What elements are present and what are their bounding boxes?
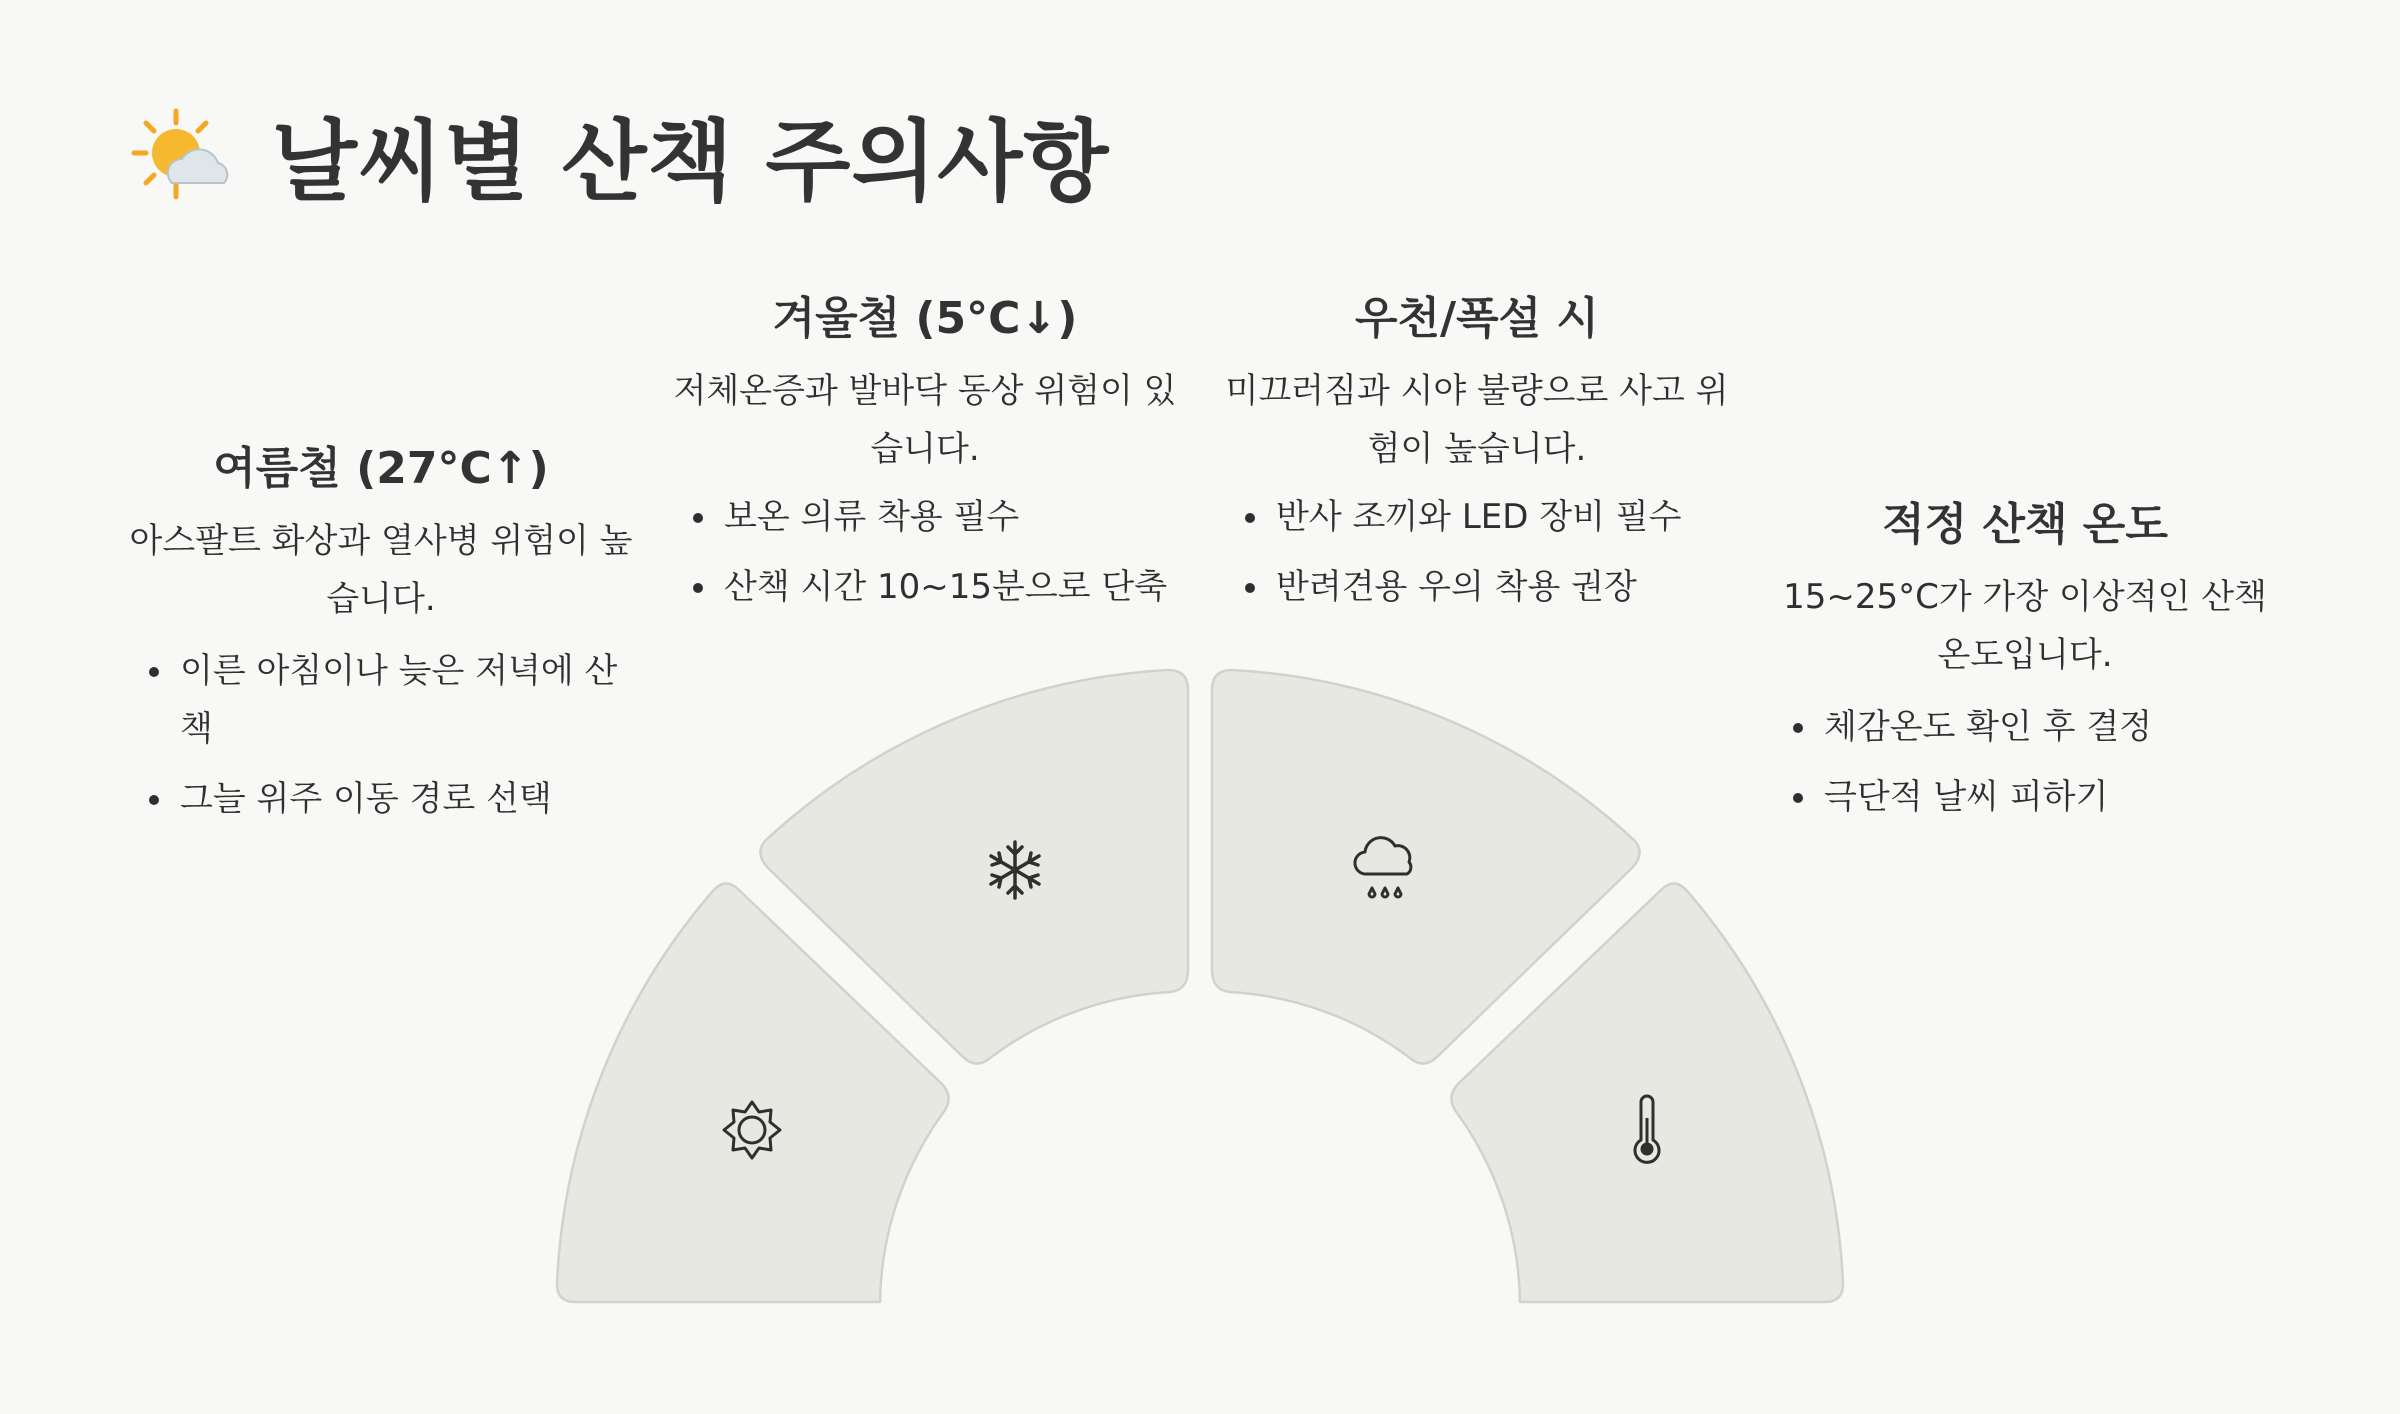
section-description: 저체온증과 발바닥 동상 위험이 있습니다.: [673, 371, 1177, 469]
list-item: • 산책 시간 10~15분으로 단축: [720, 558, 1178, 616]
list-item: • 그늘 위주 이동 경로 선택: [176, 770, 634, 828]
list-item: • 반려견용 우의 착용 권장: [1272, 558, 1730, 616]
section-description: 미끄러짐과 시야 불량으로 사고 위험이 높습니다.: [1225, 371, 1729, 469]
list-item: • 극단적 날씨 피하기: [1820, 768, 2278, 826]
section-description: 아스팔트 화상과 열사병 위험이 높습니다.: [129, 521, 633, 619]
section-description: 15~25°C가 가장 이상적인 산책 온도입니다.: [1783, 577, 2267, 675]
section-title: 여름철 (27°C↑): [213, 443, 549, 494]
page-title: 날씨별 산책 주의사항: [272, 110, 1110, 213]
section-title: 우천/폭설 시: [1355, 293, 1599, 344]
list-item: • 체감온도 확인 후 결정: [1820, 698, 2278, 756]
list-item: • 반사 조끼와 LED 장비 필수: [1272, 488, 1730, 546]
list-item: • 이른 아침이나 늦은 저녁에 산책: [176, 642, 634, 758]
section-title: 적정 산책 온도: [1882, 499, 2168, 550]
list-item: • 보온 의류 착용 필수: [720, 488, 1178, 546]
section-title: 겨울철 (5°C↓): [772, 293, 1078, 344]
